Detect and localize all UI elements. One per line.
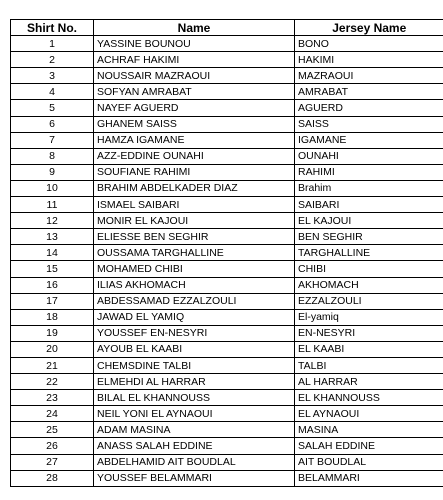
jersey-name-cell: AIT BOUDLAL: [295, 454, 443, 470]
shirt-number-cell: 13: [11, 229, 94, 245]
player-name-cell: ANASS SALAH EDDINE: [94, 438, 295, 454]
table-row: [11, 341, 443, 357]
shirt-number-cell: 15: [11, 261, 94, 277]
jersey-name-cell: EL KAABI: [295, 341, 443, 357]
shirt-number-cell: 14: [11, 245, 94, 261]
jersey-name-cell: EN-NESYRI: [295, 325, 443, 341]
table-row: [11, 116, 443, 132]
shirt-number-cell: 1: [11, 36, 94, 52]
player-name-cell: BILAL EL KHANNOUSS: [94, 390, 295, 406]
table-row: [11, 309, 443, 325]
jersey-name-cell: BEN SEGHIR: [295, 229, 443, 245]
shirt-number-cell: 7: [11, 132, 94, 148]
player-name-cell: YASSINE BOUNOU: [94, 36, 295, 52]
jersey-name-cell: IGAMANE: [295, 132, 443, 148]
shirt-number-cell: 11: [11, 197, 94, 213]
player-name-cell: YOUSSEF BELAMMARI: [94, 470, 295, 486]
table-row: [11, 293, 443, 309]
table-row: [11, 68, 443, 84]
table-row: [11, 213, 443, 229]
player-name-cell: SOFYAN AMRABAT: [94, 84, 295, 100]
player-name-cell: ELIESSE BEN SEGHIR: [94, 229, 295, 245]
jersey-name-cell: TALBI: [295, 357, 443, 373]
jersey-name-cell: CHIBI: [295, 261, 443, 277]
table-row: [11, 164, 443, 180]
player-name-cell: NOUSSAIR MAZRAOUI: [94, 68, 295, 84]
shirt-number-cell: 22: [11, 374, 94, 390]
shirt-number-cell: 21: [11, 357, 94, 373]
jersey-name-cell: MAZRAOUI: [295, 68, 443, 84]
player-name-cell: YOUSSEF EN-NESYRI: [94, 325, 295, 341]
header-row: [11, 20, 443, 36]
shirt-number-cell: 23: [11, 390, 94, 406]
shirt-number-cell: 25: [11, 422, 94, 438]
jersey-name-cell: EZZALZOULI: [295, 293, 443, 309]
jersey-name-cell: AGUERD: [295, 100, 443, 116]
jersey-name-cell: AMRABAT: [295, 84, 443, 100]
player-name-cell: SOUFIANE RAHIMI: [94, 164, 295, 180]
jersey-name-cell: HAKIMI: [295, 52, 443, 68]
table-row: [11, 36, 443, 52]
shirt-number-cell: 4: [11, 84, 94, 100]
player-name-cell: GHANEM SAISS: [94, 116, 295, 132]
jersey-name-cell: El-yamiq: [295, 309, 443, 325]
header-jersey-name: Jersey Name: [295, 20, 443, 36]
player-name-cell: ELMEHDI AL HARRAR: [94, 374, 295, 390]
roster-header: [11, 20, 443, 36]
header-name: Name: [94, 20, 295, 36]
table-row: [11, 229, 443, 245]
table-row: [11, 180, 443, 196]
player-name-cell: CHEMSDINE TALBI: [94, 357, 295, 373]
player-name-cell: JAWAD EL YAMIQ: [94, 309, 295, 325]
shirt-number-cell: 12: [11, 213, 94, 229]
table-row: [11, 406, 443, 422]
table-row: [11, 148, 443, 164]
jersey-name-cell: AL HARRAR: [295, 374, 443, 390]
roster-table: [10, 19, 443, 487]
jersey-name-cell: SALAH EDDINE: [295, 438, 443, 454]
shirt-number-cell: 16: [11, 277, 94, 293]
jersey-name-cell: EL AYNAOUI: [295, 406, 443, 422]
player-name-cell: NAYEF AGUERD: [94, 100, 295, 116]
jersey-name-cell: RAHIMI: [295, 164, 443, 180]
player-name-cell: BRAHIM ABDELKADER DIAZ: [94, 180, 295, 196]
shirt-number-cell: 19: [11, 325, 94, 341]
table-row: [11, 245, 443, 261]
table-row: [11, 277, 443, 293]
shirt-number-cell: 8: [11, 148, 94, 164]
player-name-cell: MOHAMED CHIBI: [94, 261, 295, 277]
table-row: [11, 470, 443, 486]
table-row: [11, 84, 443, 100]
jersey-name-cell: BONO: [295, 36, 443, 52]
jersey-name-cell: SAIBARI: [295, 197, 443, 213]
table-row: [11, 52, 443, 68]
player-name-cell: NEIL YONI EL AYNAOUI: [94, 406, 295, 422]
jersey-name-cell: OUNAHI: [295, 148, 443, 164]
table-row: [11, 325, 443, 341]
table-row: [11, 422, 443, 438]
jersey-name-cell: BELAMMARI: [295, 470, 443, 486]
shirt-number-cell: 6: [11, 116, 94, 132]
table-row: [11, 100, 443, 116]
shirt-number-cell: 26: [11, 438, 94, 454]
player-name-cell: ACHRAF HAKIMI: [94, 52, 295, 68]
player-name-cell: MONIR EL KAJOUI: [94, 213, 295, 229]
player-name-cell: OUSSAMA TARGHALLINE: [94, 245, 295, 261]
player-name-cell: ADAM MASINA: [94, 422, 295, 438]
table-row: [11, 374, 443, 390]
shirt-number-cell: 10: [11, 180, 94, 196]
shirt-number-cell: 28: [11, 470, 94, 486]
table-row: [11, 357, 443, 373]
shirt-number-cell: 9: [11, 164, 94, 180]
table-row: [11, 438, 443, 454]
shirt-number-cell: 24: [11, 406, 94, 422]
shirt-number-cell: 5: [11, 100, 94, 116]
roster-sheet: [10, 19, 443, 487]
jersey-name-cell: AKHOMACH: [295, 277, 443, 293]
roster-body: [11, 36, 443, 487]
player-name-cell: ABDESSAMAD EZZALZOULI: [94, 293, 295, 309]
jersey-name-cell: Brahim: [295, 180, 443, 196]
shirt-number-cell: 2: [11, 52, 94, 68]
shirt-number-cell: 20: [11, 341, 94, 357]
shirt-number-cell: 27: [11, 454, 94, 470]
jersey-name-cell: MASINA: [295, 422, 443, 438]
player-name-cell: ILIAS AKHOMACH: [94, 277, 295, 293]
shirt-number-cell: 17: [11, 293, 94, 309]
jersey-name-cell: TARGHALLINE: [295, 245, 443, 261]
shirt-number-cell: 3: [11, 68, 94, 84]
shirt-number-cell: 18: [11, 309, 94, 325]
player-name-cell: ABDELHAMID AIT BOUDLAL: [94, 454, 295, 470]
table-row: [11, 261, 443, 277]
table-row: [11, 132, 443, 148]
player-name-cell: AYOUB EL KAABI: [94, 341, 295, 357]
table-row: [11, 390, 443, 406]
jersey-name-cell: EL KHANNOUSS: [295, 390, 443, 406]
player-name-cell: HAMZA IGAMANE: [94, 132, 295, 148]
header-shirt-no: Shirt No.: [11, 20, 94, 36]
jersey-name-cell: SAISS: [295, 116, 443, 132]
jersey-name-cell: EL KAJOUI: [295, 213, 443, 229]
player-name-cell: AZZ-EDDINE OUNAHI: [94, 148, 295, 164]
player-name-cell: ISMAEL SAIBARI: [94, 197, 295, 213]
table-row: [11, 197, 443, 213]
table-row: [11, 454, 443, 470]
